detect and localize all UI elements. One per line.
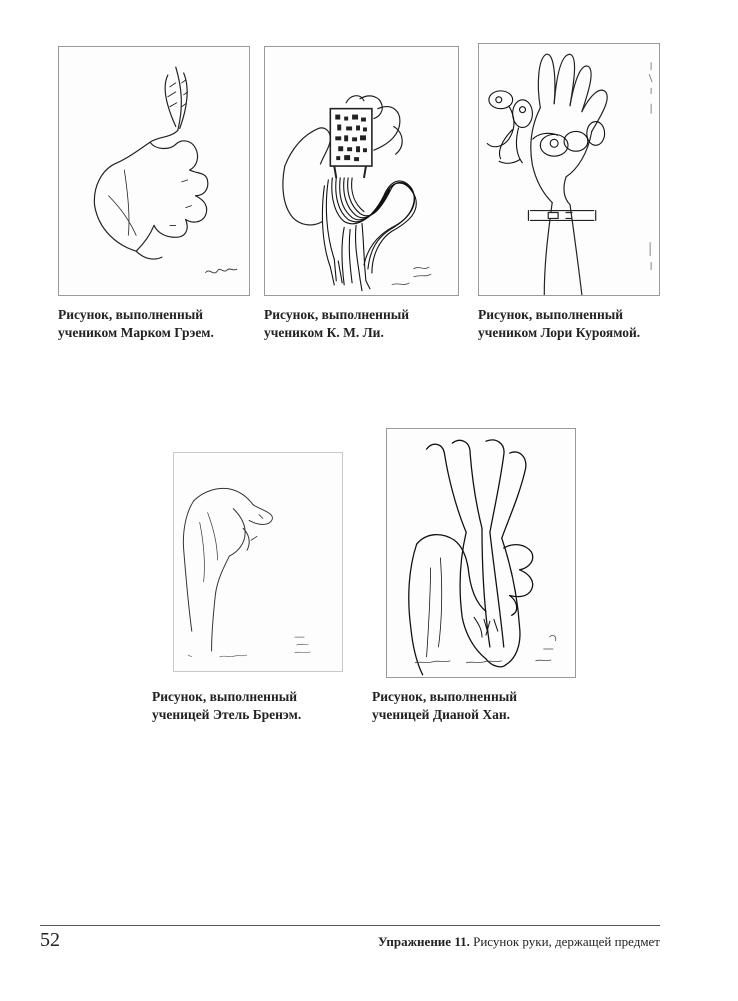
caption-k-m-lee bbox=[264, 306, 409, 342]
exercise-title: Рисунок руки, держащей предмет bbox=[473, 934, 660, 949]
hand-holding-keys-drawing-icon bbox=[479, 44, 659, 295]
page-number: 52 bbox=[40, 929, 60, 951]
caption-line-2: учеником Лори Куроямой. bbox=[478, 325, 641, 340]
caption-line-1: Рисунок, выполненный bbox=[58, 307, 204, 322]
hand-holding-tasseled-pendant-drawing-icon bbox=[265, 47, 458, 295]
caption-mark-graham bbox=[58, 306, 214, 342]
exercise-label: Упражнение 11. bbox=[377, 934, 470, 949]
drawing-k-m-lee bbox=[264, 46, 459, 296]
caption-diana-khan bbox=[372, 688, 517, 724]
caption-line-2: ученицей Дианой Хан. bbox=[372, 707, 510, 722]
hands-holding-glove-drawing-icon bbox=[387, 429, 575, 677]
caption-line-1: Рисунок, выполненный bbox=[372, 689, 518, 704]
running-title bbox=[378, 934, 660, 950]
caption-ethel-brenem bbox=[152, 688, 301, 724]
caption-line-1: Рисунок, выполненный bbox=[264, 307, 410, 322]
caption-line-1: Рисунок, выполненный bbox=[478, 307, 624, 322]
drawing-ethel-brenem bbox=[173, 452, 343, 672]
caption-line-2: учеником К. М. Ли. bbox=[264, 325, 384, 340]
caption-lori-kuroyama bbox=[478, 306, 640, 342]
caption-line-1: Рисунок, выполненный bbox=[152, 689, 298, 704]
caption-line-2: ученицей Этель Бренэм. bbox=[152, 707, 302, 722]
caption-line-2: учеником Марком Грэем. bbox=[58, 325, 214, 340]
drawing-mark-graham bbox=[58, 46, 250, 296]
drawing-lori-kuroyama bbox=[478, 43, 660, 296]
footer-rule bbox=[40, 925, 660, 926]
hand-holding-feather-drawing-icon bbox=[59, 47, 249, 295]
drawing-diana-khan bbox=[386, 428, 576, 678]
hand-holding-small-object-drawing-icon bbox=[174, 453, 342, 671]
